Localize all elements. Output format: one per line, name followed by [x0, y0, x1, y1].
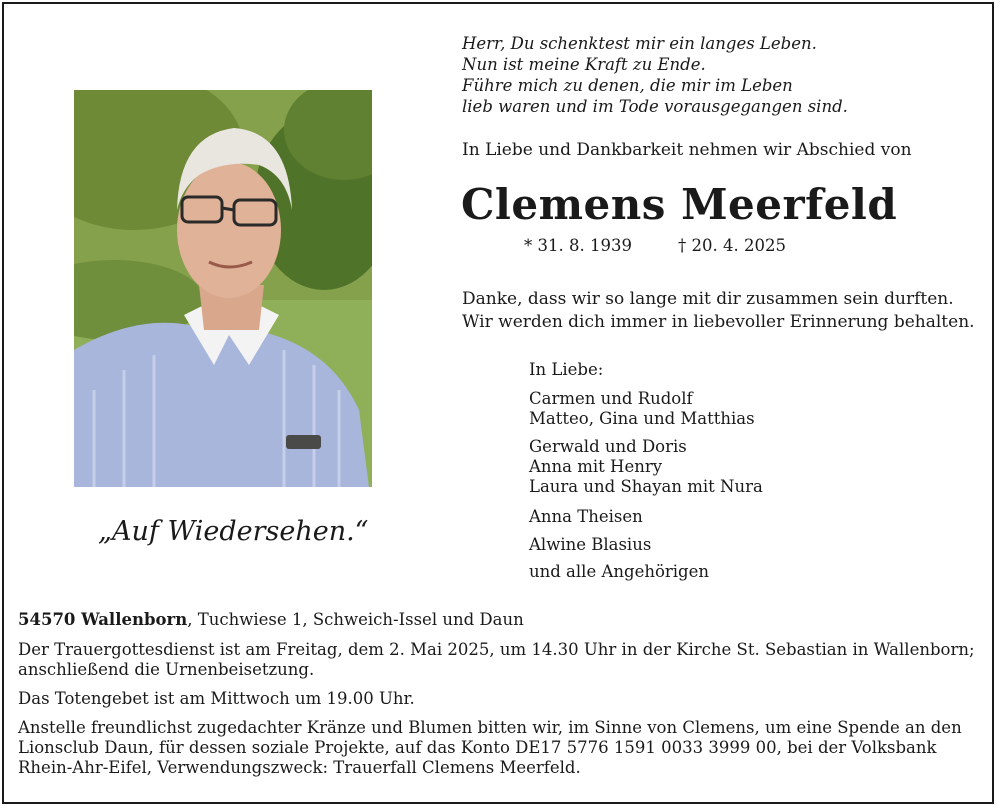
- poem-line: Führe mich zu denen, die mir im Leben: [462, 76, 793, 95]
- birth-date: * 31. 8. 1939: [524, 236, 632, 255]
- deceased-name: Clemens Meerfeld: [461, 180, 898, 229]
- mourner-line: Matteo, Gina und Matthias: [529, 409, 755, 428]
- mourner-line: Anna mit Henry: [529, 457, 663, 476]
- poem-line: Nun ist meine Kraft zu Ende.: [462, 55, 706, 74]
- poem: [462, 33, 848, 117]
- mourner-line: Gerwald und Doris: [529, 437, 687, 456]
- thanks-text: [462, 288, 975, 334]
- mourners-group: [529, 437, 763, 497]
- notice-footer: [18, 610, 988, 778]
- mourner-line: Alwine Blasius: [529, 535, 652, 554]
- thanks-line: Danke, dass wir so lange mit dir zusammen sein durften.: [462, 289, 954, 309]
- farewell-quote: „Auf Wiedersehen.“: [98, 516, 369, 547]
- mourner-line: Anna Theisen: [529, 507, 643, 526]
- mourners-group: [529, 389, 755, 429]
- death-date: † 20. 4. 2025: [678, 236, 786, 255]
- address-details: , Tuchwiese 1, Schweich-Issel und Daun: [187, 610, 524, 629]
- mourners-group: [529, 562, 709, 582]
- mourners-heading: In Liebe:: [529, 360, 604, 379]
- mourner-line: Laura und Shayan mit Nura: [529, 477, 763, 496]
- portrait-photo: [74, 90, 372, 487]
- prayer-text: Das Totengebet ist am Mittwoch um 19.00 Uhr.: [18, 689, 415, 708]
- mourner-line: und alle Angehörigen: [529, 562, 710, 581]
- mourners-group: [529, 507, 643, 527]
- poem-line: Herr, Du schenktest mir ein langes Leben.: [462, 34, 817, 53]
- address: [18, 610, 988, 630]
- mourner-line: Carmen und Rudolf: [529, 389, 693, 408]
- thanks-line: Wir werden dich immer in liebevoller Erinnerung behalten.: [462, 312, 975, 332]
- funeral-service-text: Der Trauergottesdienst ist am Freitag, dem 2. Mai 2025, um 14.30 Uhr in der Kirche St. Sebastian in Wallenborn; anschließend die Urnenbeisetzung.: [18, 640, 975, 679]
- donation-text: Anstelle freundlichst zugedachter Kränze und Blumen bitten wir, im Sinne von Clemens, um eine Spende an den Lionsclub Daun, für dessen soziale Projekte, auf das Konto DE17 5776 1591 0033 3999 00, bei der Volksbank Rhein-Ahr-Eifel, Verwendungszweck: Trauerfall Clemens Meerfeld.: [18, 718, 962, 777]
- poem-line: lieb waren und im Tode vorausgegangen sind.: [462, 97, 848, 116]
- farewell-intro: In Liebe und Dankbarkeit nehmen wir Abschied von: [462, 140, 912, 160]
- address-city: 54570 Wallenborn: [18, 610, 188, 629]
- mourners-group: [529, 535, 651, 555]
